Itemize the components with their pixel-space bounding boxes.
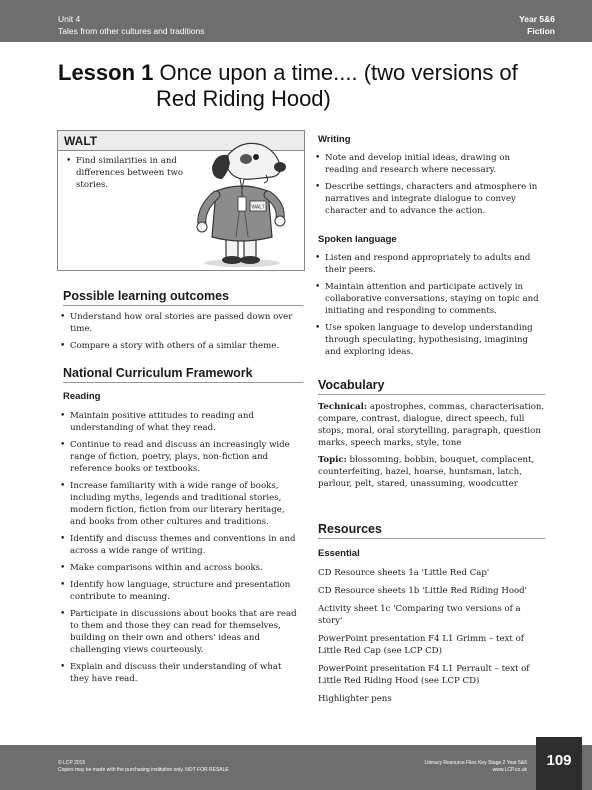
vocabulary-body	[318, 401, 545, 495]
reading-item: • Maintain positive attitudes to reading and understanding of what they read.	[58, 410, 303, 434]
outcomes-item: • Understand how oral stories are passed down over time.	[58, 311, 303, 335]
page-title	[58, 60, 578, 112]
reading-item: • Participate in discussions about books that are read to them and those they can read for themselves, building on their own and others' ideas and challenging views courteously.	[58, 608, 303, 656]
walt-list	[64, 155, 194, 196]
unit-title: Tales from other cultures and traditions	[58, 26, 205, 36]
title-line-2: Red Riding Hood)	[156, 86, 331, 111]
copyright-text: © LCP 2015	[58, 760, 86, 766]
reading-item: • Make comparisons within and across books.	[58, 562, 303, 574]
page-number: 109	[536, 737, 582, 790]
reading-item: • Identify and discuss themes and conventions in and across a wide range of writing.	[58, 533, 303, 557]
reading-list	[58, 410, 303, 690]
technical-words: apostrophes, commas, characterisation, compare, contrast, dialogue, direct speech, full stops, moral, oral storytelling, paragraph, question marks, speech marks, style, tone	[318, 402, 545, 448]
spoken-item: • Maintain attention and participate actively in collaborative conversations, staying on topic and initiating and responding to comments.	[313, 281, 545, 317]
curriculum-heading: National Curriculum Framework	[63, 366, 303, 383]
lesson-number: Lesson 1	[58, 60, 154, 85]
outcomes-item: • Compare a story with others of a similar theme.	[58, 340, 303, 352]
reading-item: • Identify how language, structure and presentation contribute to meaning.	[58, 579, 303, 603]
series-title: Literacy Resource Files Key Stage 2 Year 5&6	[424, 760, 527, 766]
resource-item: CD Resource sheets 1b 'Little Red Riding Hood'	[318, 586, 528, 596]
resource-item: CD Resource sheets 1a 'Little Red Cap'	[318, 568, 490, 578]
reading-item: • Explain and discuss their understanding of what they have read.	[58, 661, 303, 685]
resources-list	[318, 567, 545, 711]
copy-note: Copies may be made with the purchasing institution only. NOT FOR RESALE	[58, 767, 229, 773]
reading-item: • Continue to read and discuss an increasingly wide range of fiction, poetry, plays, non-fiction and reference books or textbooks.	[58, 439, 303, 475]
essential-heading: Essential	[318, 548, 360, 559]
reading-heading: Reading	[63, 391, 101, 402]
genre-label: Fiction	[527, 26, 555, 36]
spoken-item: • Listen and respond appropriately to adults and their peers.	[313, 252, 545, 276]
writing-item: • Note and develop initial ideas, drawing on reading and research where necessary.	[313, 152, 545, 176]
walt-item: • Find similarities in and differences between two stories.	[64, 155, 194, 191]
writing-heading: Writing	[318, 134, 351, 145]
reading-item: • Increase familiarity with a wide range of books, including myths, legends and traditional stories, modern fiction, fiction from our literary heritage, and books from other cultures and traditions.	[58, 480, 303, 528]
spoken-heading: Spoken language	[318, 234, 397, 245]
vocabulary-topic	[318, 454, 545, 490]
topic-words: blossoming, bobbin, bouquet, complacent, counterfeiting, hazel, hoarse, huntsman, latch, parlour, pelt, stared, unassuming, woodcutter	[318, 455, 535, 489]
unit-label: Unit 4	[58, 14, 81, 24]
outcomes-list	[58, 311, 303, 357]
header-bar	[0, 0, 592, 42]
footer-bar	[0, 745, 592, 790]
year-label: Year 5&6	[519, 14, 555, 24]
vocabulary-heading: Vocabulary	[318, 378, 545, 395]
dog-mascot-illustration	[182, 133, 300, 268]
resource-item: Highlighter pens	[318, 694, 392, 704]
writing-item: • Describe settings, characters and atmosphere in narratives and integrate dialogue to convey character and to advance the action.	[313, 181, 545, 217]
resources-heading: Resources	[318, 522, 545, 539]
walt-heading: WALT	[58, 131, 304, 151]
resource-item: PowerPoint presentation F4 L1 Grimm – text of Little Red Cap (see LCP CD)	[318, 634, 524, 656]
technical-label: Technical:	[318, 402, 368, 412]
outcomes-heading: Possible learning outcomes	[63, 289, 303, 306]
svg-text:WALT: WALT	[251, 204, 265, 211]
resource-item: Activity sheet 1c 'Comparing two versions of a story'	[318, 604, 521, 626]
writing-list	[313, 152, 545, 222]
spoken-item: • Use spoken language to develop understanding through speculating, hypothesising, imagining and exploring ideas.	[313, 322, 545, 358]
title-line-1: Once upon a time.... (two versions of	[159, 60, 518, 85]
topic-label: Topic:	[318, 455, 347, 465]
publisher-site: www.LCP.co.uk	[492, 767, 527, 773]
vocabulary-technical	[318, 401, 545, 449]
resource-item: PowerPoint presentation F4 L1 Perrault – text of Little Red Riding Hood (see LCP CD)	[318, 664, 530, 686]
spoken-list	[313, 252, 545, 363]
